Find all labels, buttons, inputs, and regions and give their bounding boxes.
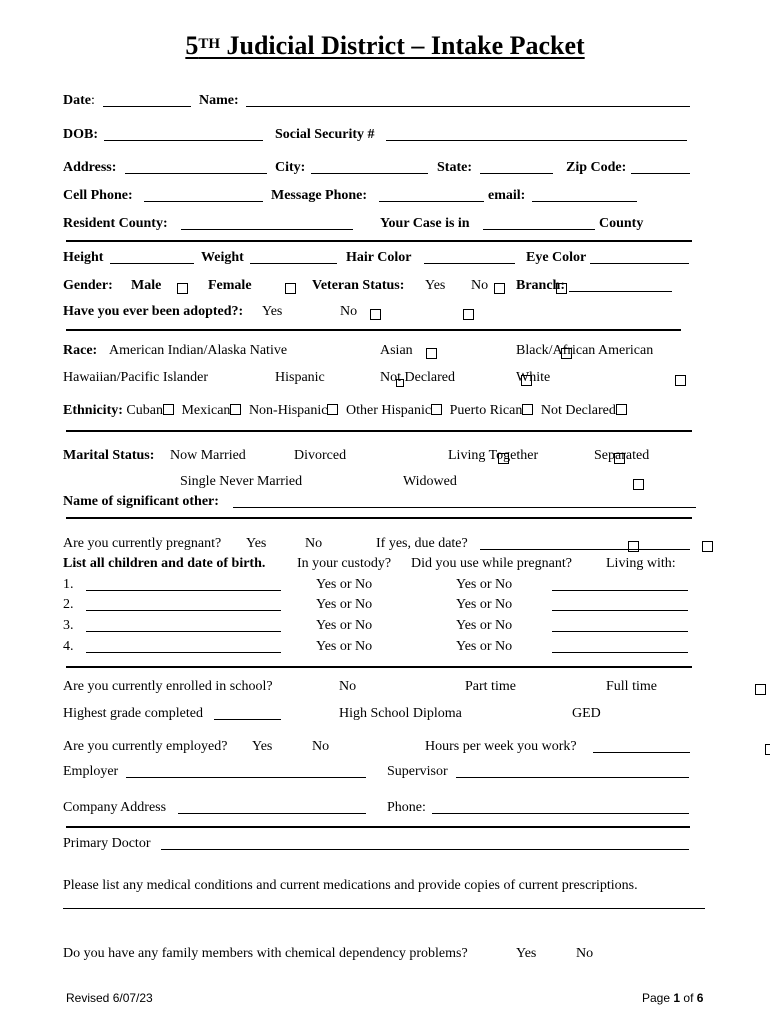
race-asian-label: Asian [380, 343, 413, 358]
hours-field[interactable] [593, 740, 690, 753]
adopted-yes-label: Yes [262, 304, 283, 319]
section-divider [66, 666, 692, 668]
dob-label: DOB: [63, 127, 98, 142]
case-county-field[interactable] [483, 217, 595, 230]
school-no-label: No [339, 679, 357, 694]
resident-county-label: Resident County: [63, 216, 168, 231]
significant-other-field[interactable] [233, 495, 696, 508]
primary-doctor-label: Primary Doctor [63, 836, 151, 851]
child-row-number: 2. [63, 597, 74, 612]
ethnicity-mexican-label: Mexican [181, 403, 231, 418]
school-question: Are you currently enrolled in school? [63, 679, 273, 694]
ethnicity-not-declared-checkbox[interactable] [616, 404, 627, 415]
branch-field[interactable] [569, 279, 672, 292]
living-with-header: Living with: [606, 556, 676, 571]
ethnicity-non-hispanic-label: Non-Hispanic [248, 403, 328, 418]
race-not-declared-checkbox[interactable] [675, 375, 686, 386]
primary-doctor-field[interactable] [161, 837, 689, 850]
state-field[interactable] [480, 161, 553, 174]
living-with-field[interactable] [552, 598, 688, 611]
case-county-suffix: County [599, 216, 644, 231]
ethnicity-puerto-rican-label: Puerto Rican [449, 403, 523, 418]
use-answer: Yes or No [456, 639, 513, 654]
adopted-label: Have you ever been adopted?: [63, 304, 244, 319]
pregnant-no-label: No [305, 536, 323, 551]
ssn-field[interactable] [386, 128, 687, 141]
veteran-status-label: Veteran Status: [312, 278, 405, 293]
use-answer: Yes or No [456, 597, 513, 612]
cell-phone-label: Cell Phone: [63, 188, 133, 203]
weight-label: Weight [201, 250, 244, 265]
custody-header: In your custody? [297, 556, 392, 571]
dob-field[interactable] [104, 128, 263, 141]
custody-answer: Yes or No [316, 597, 373, 612]
race-label: Race: [63, 343, 98, 358]
ethnicity-label: Ethnicity: [63, 403, 123, 418]
employed-no-label: No [312, 739, 330, 754]
company-address-field[interactable] [178, 801, 366, 814]
highest-grade-field[interactable] [214, 707, 281, 720]
eye-color-label: Eye Color [526, 250, 587, 265]
weight-field[interactable] [250, 251, 337, 264]
medical-conditions-field[interactable] [63, 908, 705, 909]
race-hawaiian-label: Hawaiian/Pacific Islander [63, 370, 208, 385]
employer-label: Employer [63, 764, 119, 779]
branch-label: Branch: [516, 278, 565, 293]
section-divider [66, 329, 681, 331]
medical-conditions-text: Please list any medical conditions and current medications and provide copies of current prescriptions. [63, 878, 638, 893]
revised-date: Revised 6/07/23 [66, 991, 153, 1005]
marital-widowed-label: Widowed [403, 474, 457, 489]
race-white-label: White [516, 370, 551, 385]
gender-male-label: Male [131, 278, 162, 293]
ethnicity-row [63, 403, 627, 419]
hair-color-label: Hair Color [346, 250, 412, 265]
adopted-no-checkbox[interactable] [463, 309, 474, 320]
veteran-yes-label: Yes [425, 278, 446, 293]
section-divider [66, 430, 692, 432]
name-field[interactable] [246, 94, 690, 107]
use-answer: Yes or No [456, 618, 513, 633]
ethnicity-mexican-checkbox[interactable] [230, 404, 241, 415]
marital-now-married-label: Now Married [170, 448, 246, 463]
race-black-label: Black/African American [516, 343, 654, 358]
hair-color-field[interactable] [424, 251, 515, 264]
hours-label: Hours per week you work? [425, 739, 577, 754]
school-full-time-label: Full time [606, 679, 657, 694]
school-no-checkbox[interactable] [755, 684, 766, 695]
marital-living-together-label: Living Together [448, 448, 539, 463]
employed-yes-checkbox[interactable] [765, 744, 770, 755]
height-label: Height [63, 250, 104, 265]
case-county-label: Your Case is in [380, 216, 470, 231]
children-header: List all children and date of birth. [63, 556, 266, 571]
use-answer: Yes or No [456, 577, 513, 592]
section-divider [66, 826, 690, 828]
page-title: 5TH Judicial District – Intake Packet [185, 31, 585, 60]
race-not-declared-label: Not Declared [380, 370, 456, 385]
marital-single-label: Single Never Married [180, 474, 303, 489]
gender-male-checkbox[interactable] [177, 283, 188, 294]
ethnicity-cuban-checkbox[interactable] [163, 404, 174, 415]
family-yes-label: Yes [516, 946, 537, 961]
veteran-no-label: No [471, 278, 489, 293]
company-address-label: Company Address [63, 800, 167, 815]
email-label: email: [488, 188, 526, 203]
child-name-field[interactable] [86, 640, 281, 653]
adopted-no-label: No [340, 304, 358, 319]
veteran-yes-checkbox[interactable] [494, 283, 505, 294]
diploma-label: High School Diploma [339, 706, 462, 721]
custody-answer: Yes or No [316, 618, 373, 633]
child-name-field[interactable] [86, 619, 281, 632]
state-label: State: [437, 160, 472, 175]
ssn-label: Social Security # [275, 127, 375, 142]
race-american-indian-label: American Indian/Alaska Native [109, 343, 288, 358]
marital-separated-label: Separated [594, 448, 650, 463]
race-american-indian-checkbox[interactable] [426, 348, 437, 359]
use-while-pregnant-header: Did you use while pregnant? [411, 556, 572, 571]
zip-label: Zip Code: [566, 160, 627, 175]
name-label: Name: [199, 93, 239, 108]
child-row-number: 1. [63, 577, 74, 592]
due-date-label: If yes, due date? [376, 536, 468, 551]
ethnicity-cuban-label: Cuban [126, 403, 163, 418]
message-phone-label: Message Phone: [271, 188, 368, 203]
eye-color-field[interactable] [590, 251, 689, 264]
gender-label: Gender: [63, 278, 113, 293]
adopted-yes-checkbox[interactable] [370, 309, 381, 320]
date-field[interactable] [103, 94, 191, 107]
pregnant-no-checkbox[interactable] [702, 541, 713, 552]
highest-grade-label: Highest grade completed [63, 706, 203, 721]
ethnicity-other-hispanic-checkbox[interactable] [431, 404, 442, 415]
ethnicity-other-hispanic-label: Other Hispanic [345, 403, 432, 418]
resident-county-field[interactable] [181, 217, 353, 230]
marital-divorced-label: Divorced [294, 448, 347, 463]
address-field[interactable] [125, 161, 267, 174]
ged-label: GED [572, 706, 601, 721]
address-label: Address: [63, 160, 117, 175]
living-with-field[interactable] [552, 640, 688, 653]
custody-answer: Yes or No [316, 639, 373, 654]
message-phone-field[interactable] [379, 189, 484, 202]
phone-field[interactable] [432, 801, 689, 814]
email-field[interactable] [532, 189, 637, 202]
ethnicity-non-hispanic-checkbox[interactable] [327, 404, 338, 415]
pregnant-yes-label: Yes [246, 536, 267, 551]
significant-other-label: Name of significant other: [63, 494, 219, 509]
supervisor-field[interactable] [456, 765, 689, 778]
phone-label: Phone: [387, 800, 426, 815]
child-name-field[interactable] [86, 598, 281, 611]
city-label: City: [275, 160, 306, 175]
race-hispanic-label: Hispanic [275, 370, 325, 385]
employer-field[interactable] [126, 765, 366, 778]
living-with-field[interactable] [552, 578, 688, 591]
height-field[interactable] [110, 251, 194, 264]
gender-female-label: Female [208, 278, 252, 293]
family-question: Do you have any family members with chemical dependency problems? [63, 946, 468, 961]
living-with-field[interactable] [552, 619, 688, 632]
marital-single-checkbox[interactable] [633, 479, 644, 490]
cell-phone-field[interactable] [144, 189, 263, 202]
due-date-field[interactable] [480, 537, 690, 550]
section-divider [66, 240, 692, 242]
city-field[interactable] [311, 161, 428, 174]
child-row-number: 3. [63, 618, 74, 633]
child-row-number: 4. [63, 639, 74, 654]
school-part-time-label: Part time [465, 679, 516, 694]
pregnant-question: Are you currently pregnant? [63, 536, 222, 551]
child-name-field[interactable] [86, 578, 281, 591]
page-number: Page 1 of 6 [642, 991, 704, 1005]
section-divider [66, 517, 692, 519]
date-label: Date: [63, 93, 95, 108]
marital-status-label: Marital Status: [63, 448, 155, 463]
ethnicity-puerto-rican-checkbox[interactable] [522, 404, 533, 415]
employed-question: Are you currently employed? [63, 739, 228, 754]
ethnicity-not-declared-label: Not Declared [540, 403, 616, 418]
gender-female-checkbox[interactable] [285, 283, 296, 294]
supervisor-label: Supervisor [387, 764, 448, 779]
custody-answer: Yes or No [316, 577, 373, 592]
family-no-label: No [576, 946, 594, 961]
zip-field[interactable] [631, 161, 690, 174]
employed-yes-label: Yes [252, 739, 273, 754]
